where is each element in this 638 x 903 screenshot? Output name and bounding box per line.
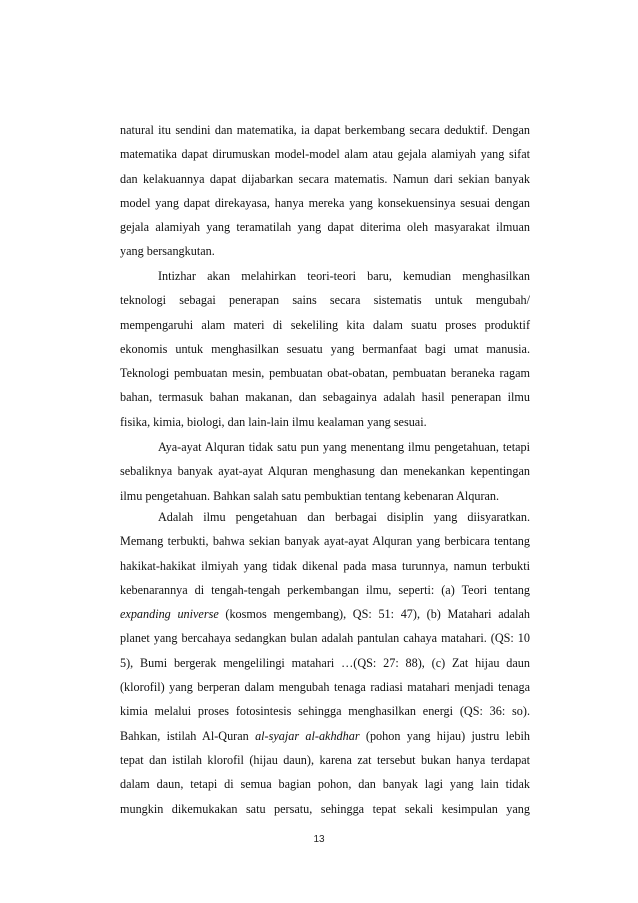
text-line: kebenarannya di tengah-tengah perkembangan ilmu, seperti: (a) Teori tentang: [120, 582, 530, 597]
text-line: fisika, kimia, biologi, dan lain-lain ilmu kealaman yang sesuai.: [120, 414, 427, 429]
paragraph-2: [120, 264, 530, 434]
text-line: kimia melalui proses fotosintesis sehingga menghasilkan energi (QS: 36: so).: [120, 704, 530, 719]
text-line: yang bersangkutan.: [120, 244, 215, 259]
text-line: tepat dan istilah klorofil (hijau daun), karena zat tersebut bukan hanya terdapat: [120, 752, 530, 767]
text-fragment: Bahkan, istilah Al-Quran: [120, 728, 256, 743]
text-line: Aya-ayat Alquran tidak satu pun yang menentang ilmu pengetahuan, tetapi: [158, 440, 530, 454]
text-line: bahan, termasuk bahan makanan, dan sebagainya adalah hasil penerapan ilmu: [120, 390, 530, 405]
paragraph-3: [120, 435, 530, 508]
text-line: Intizhar akan melahirkan teori-teori baru, kemudian menghasilkan: [158, 269, 530, 283]
text-line: 5), Bumi bergerak mengelilingi matahari …(QS: 27: 88), (c) Zat hijau daun: [120, 655, 530, 670]
page-number: 13: [313, 834, 325, 845]
text-line: dalam daun, tetapi di semua bagian pohon, dan banyak lagi yang lain tidak: [120, 777, 530, 792]
text-line: sebaliknya banyak ayat-ayat Alquran menghasung dan menekankan kepentingan: [120, 464, 530, 479]
text-fragment: (kosmos mengembang), QS: 51: 47), (b) Matahari adalah: [218, 607, 530, 622]
paragraph-1: [120, 118, 530, 264]
text-line: mempengaruhi alam materi di sekeliling kita dalam suatu proses produktif: [120, 317, 530, 332]
text-line: Teknologi pembuatan mesin, pembuatan obat-obatan, pembuatan beraneka ragam: [120, 366, 530, 381]
text-line: [120, 724, 530, 748]
italic-term: expanding universe: [120, 607, 219, 622]
italic-term: al-syajar al-akhdhar: [255, 728, 360, 743]
text-line: model yang dapat direkayasa, hanya mereka yang konsekuensinya sesuai dengan: [120, 195, 530, 210]
text-line: natural itu sendini dan matematika, ia dapat berkembang secara deduktif. Dengan: [120, 123, 530, 137]
text-line: (klorofil) yang berperan dalam mengubah tenaga radiasi matahari menjadi tenaga: [120, 680, 530, 695]
text-line: ilmu pengetahuan. Bahkan salah satu pembuktian tentang kebenaran Alquran.: [120, 488, 500, 503]
paragraph-4: [120, 505, 530, 821]
text-line: dan kelakuannya dapat dijabarkan secara matematis. Namun dari sekian banyak: [120, 171, 530, 186]
text-line: matematika dapat dirumuskan model-model alam atau gejala alamiyah yang sifat: [120, 147, 530, 162]
text-line: gejala alamiyah yang teramatilah yang dapat diterima oleh masyarakat ilmuan: [120, 220, 530, 235]
text-fragment: (pohon yang hijau) justru lebih: [359, 728, 530, 743]
text-line: hakikat-hakikat ilmiyah yang tidak dikenal pada masa turunnya, namun terbukti: [120, 558, 530, 573]
text-line: Memang terbukti, bahwa sekian banyak ayat-ayat Alquran yang berbicara tentang: [120, 534, 530, 549]
text-line: planet yang bercahaya sedangkan bulan adalah pantulan cahaya matahari. (QS: 10: [120, 631, 530, 646]
text-line: Adalah ilmu pengetahuan dan berbagai disiplin yang diisyaratkan.: [158, 510, 530, 524]
text-line: ekonomis untuk menghasilkan sesuatu yang bermanfaat bagi umat manusia.: [120, 341, 530, 356]
text-line: teknologi sebagai penerapan sains secara sistematis untuk mengubah/: [120, 293, 530, 308]
text-line: [120, 602, 530, 626]
text-line: mungkin dikemukakan satu persatu, sehingga tepat sekali kesimpulan yang: [120, 801, 530, 816]
